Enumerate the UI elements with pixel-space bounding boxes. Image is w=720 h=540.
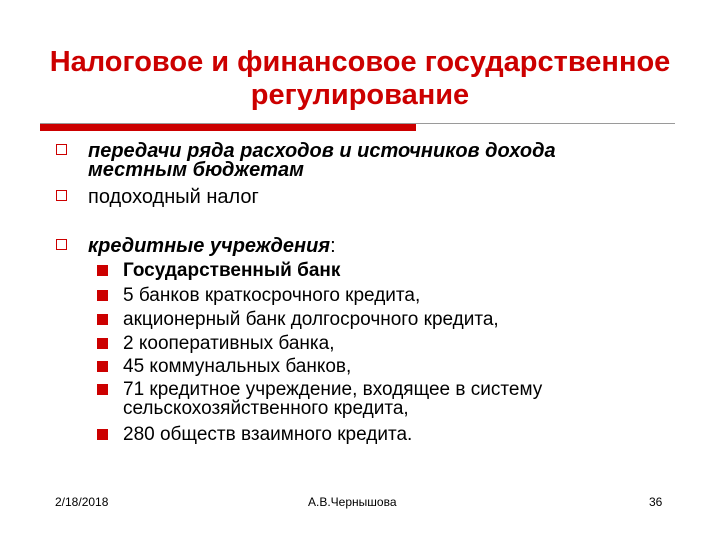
sub-item-text: 5 банков краткосрочного кредита, bbox=[123, 285, 421, 306]
item-text-line-2: местным бюджетам bbox=[88, 159, 304, 181]
sub-item-text: 71 кредитное учреждение, входящее в систему bbox=[123, 379, 543, 400]
sub-item-text: акционерный банк долгосрочного кредита, bbox=[123, 309, 499, 330]
sub-item-text: 280 обществ взаимного кредита. bbox=[123, 424, 413, 445]
hollow-square-bullet-icon bbox=[56, 144, 67, 155]
slide-title-line-2: регулирование bbox=[250, 79, 470, 111]
slide-title-line-1: Налоговое и финансовое государственное bbox=[49, 46, 671, 78]
filled-square-bullet-icon bbox=[97, 314, 108, 325]
filled-square-bullet-icon bbox=[97, 265, 108, 276]
slide-title bbox=[0, 46, 720, 112]
item-text: подоходный налог bbox=[88, 186, 259, 208]
sub-item-text: Государственный банк bbox=[123, 260, 341, 281]
item-label-suffix: : bbox=[330, 235, 336, 257]
title-accent-bar bbox=[40, 124, 416, 131]
item-text bbox=[88, 237, 336, 256]
filled-square-bullet-icon bbox=[97, 290, 108, 301]
hollow-square-bullet-icon bbox=[56, 239, 67, 250]
item-label: кредитные учреждения bbox=[88, 235, 331, 257]
footer-author: А.В.Чернышова bbox=[308, 495, 397, 509]
sub-item-text-line-2: сельскохозяйственного кредита, bbox=[123, 398, 409, 419]
item-text-line-1: передачи ряда расходов и источников дохода bbox=[88, 140, 556, 162]
filled-square-bullet-icon bbox=[97, 384, 108, 395]
filled-square-bullet-icon bbox=[97, 361, 108, 372]
filled-square-bullet-icon bbox=[97, 338, 108, 349]
sub-item-text: 45 коммунальных банков, bbox=[123, 356, 352, 377]
footer-date: 2/18/2018 bbox=[55, 495, 109, 509]
sub-item-text: 2 кооперативных банка, bbox=[123, 333, 335, 354]
footer-page-number: 36 bbox=[649, 495, 663, 509]
filled-square-bullet-icon bbox=[97, 429, 108, 440]
hollow-square-bullet-icon bbox=[56, 190, 67, 201]
